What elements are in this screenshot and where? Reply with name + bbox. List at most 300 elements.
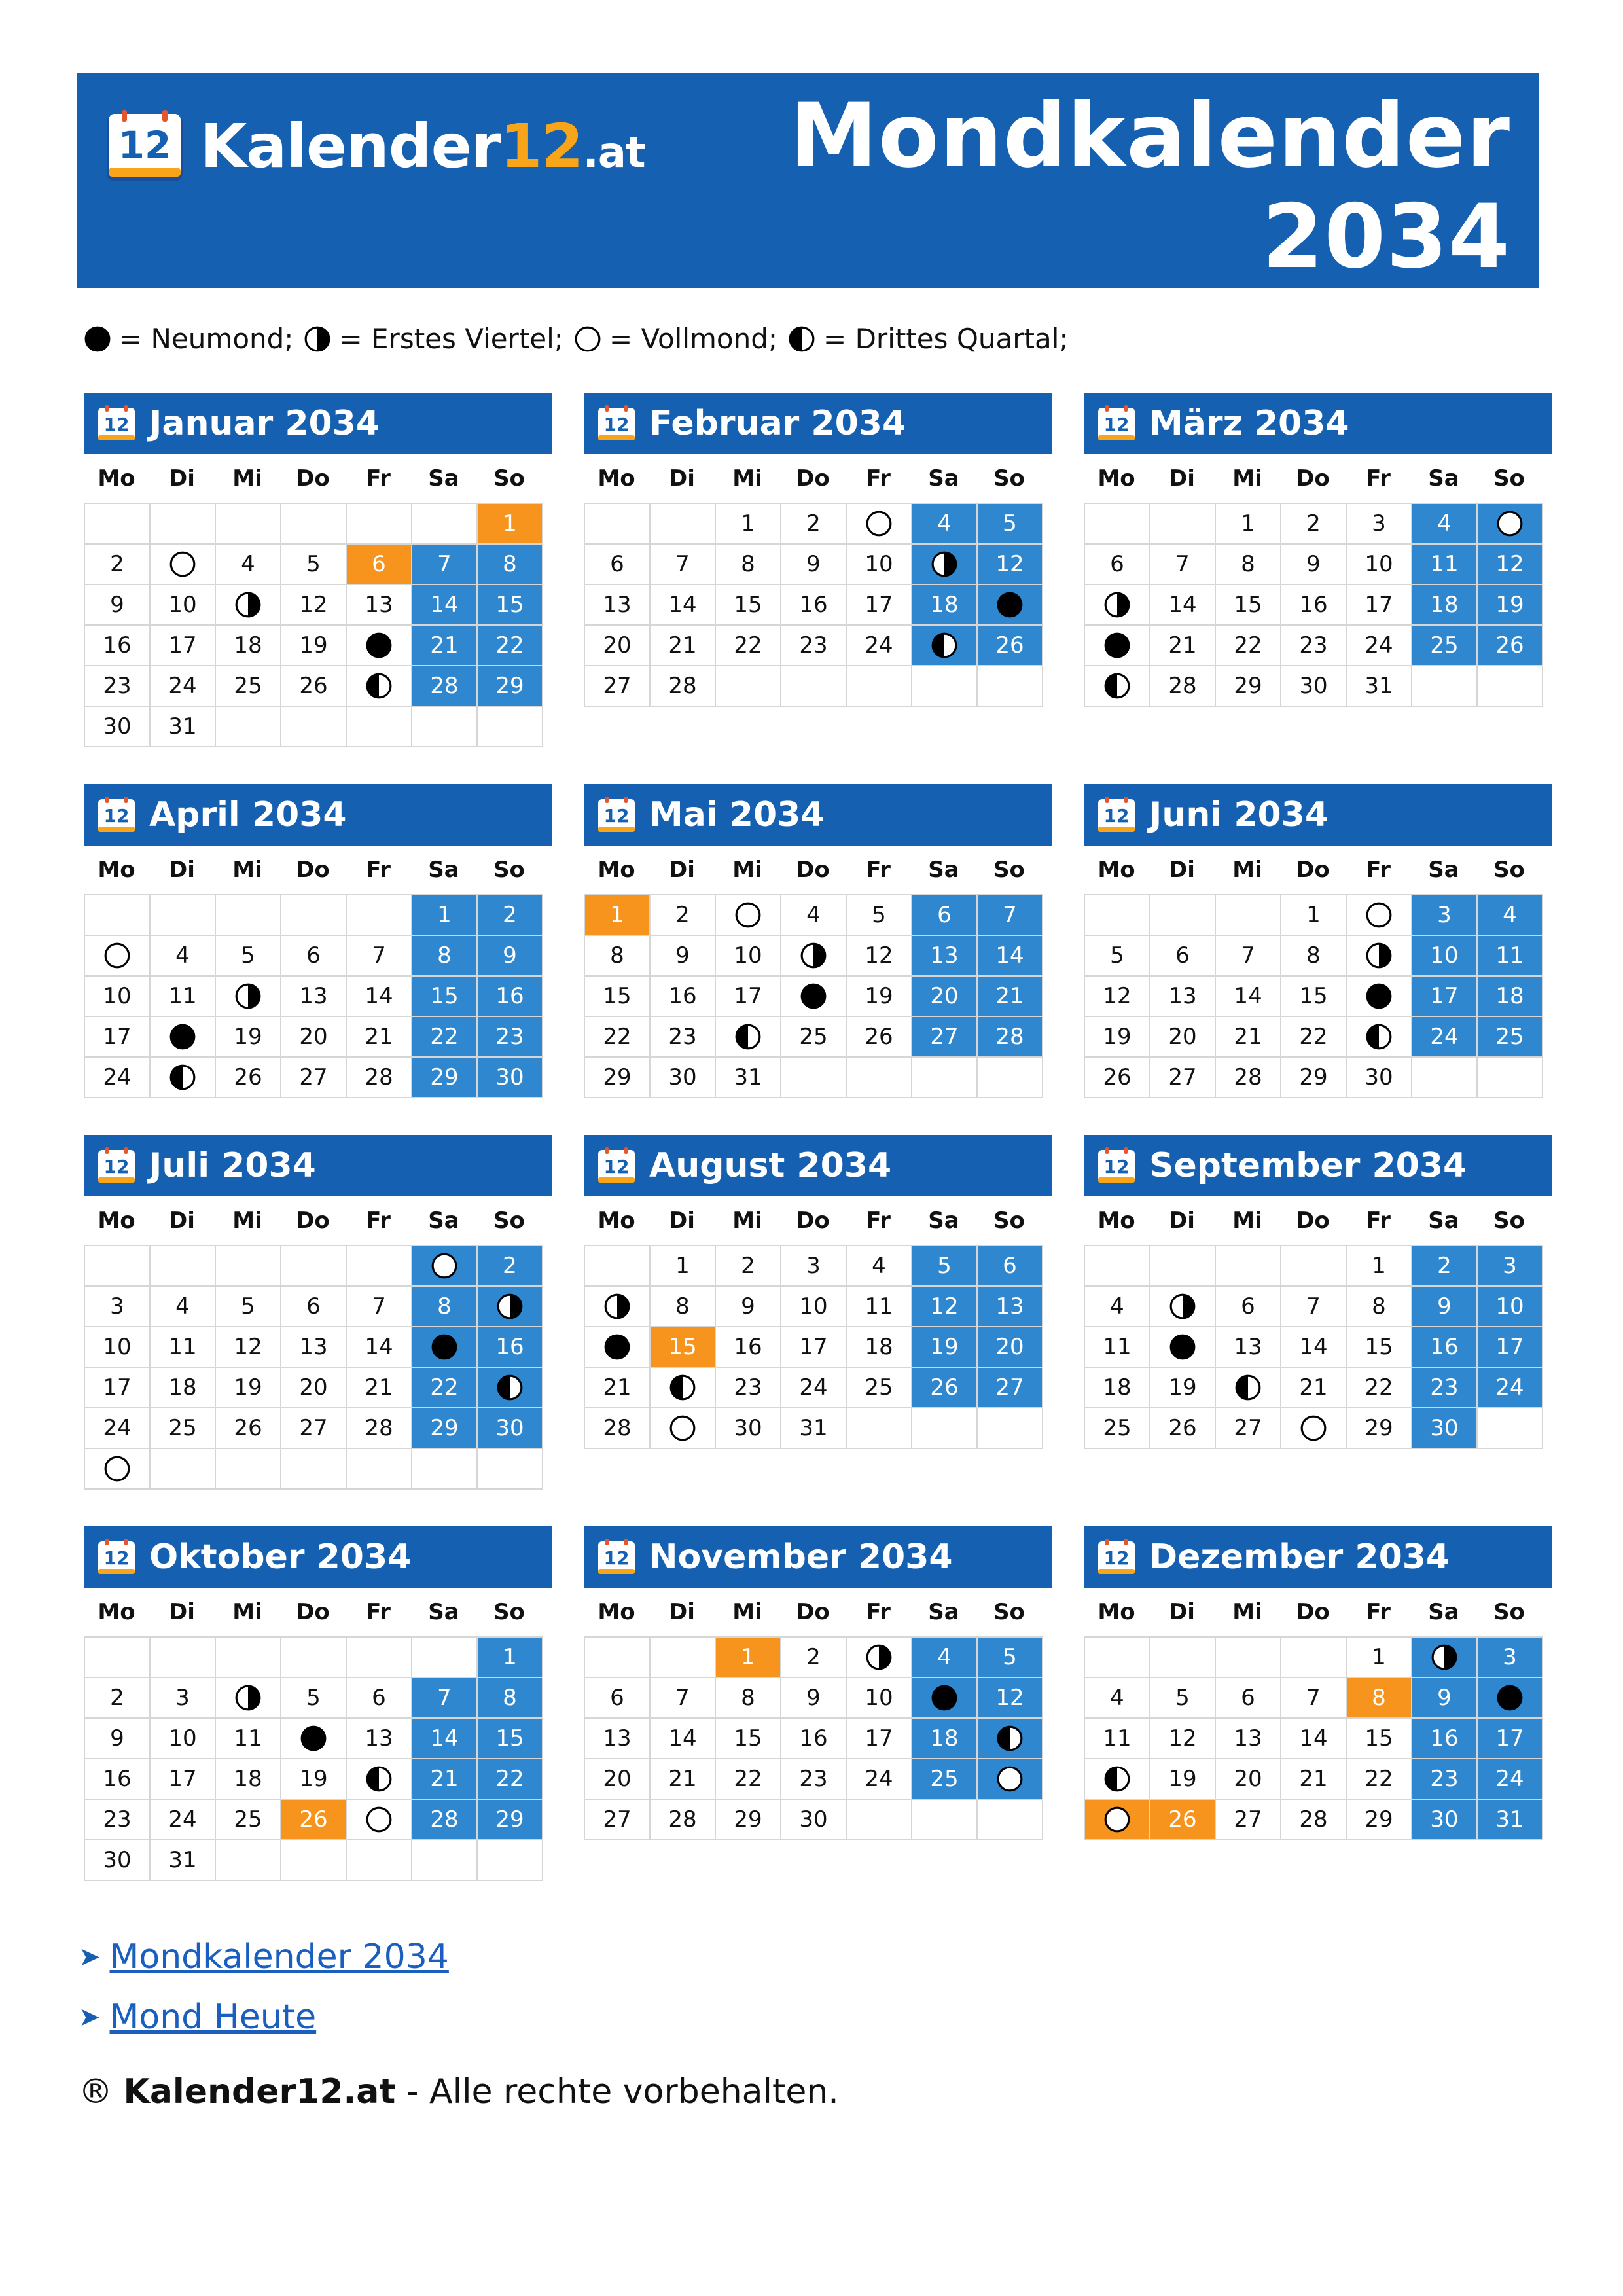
- day-cell: 5: [216, 936, 280, 975]
- month-title: April 2034: [149, 795, 347, 834]
- day-cell: 18: [1412, 585, 1476, 624]
- day-cell: 8: [478, 1678, 542, 1717]
- full-moon-icon: [574, 325, 601, 353]
- day-cell: 14: [651, 1719, 715, 1758]
- weekday-label: Fr: [866, 857, 891, 883]
- link-mondkalender-2034[interactable]: Mondkalender 2034: [109, 1937, 449, 1977]
- weekday-label: Mi: [1232, 465, 1262, 492]
- empty-day-cell: [585, 1638, 649, 1677]
- svg-text:12: 12: [603, 1547, 630, 1569]
- day-cell: 27: [281, 1058, 346, 1097]
- day-cell: 6: [1216, 1287, 1280, 1326]
- day-cell: 18: [216, 626, 280, 665]
- weekday-label: Di: [1169, 465, 1195, 492]
- day-cell: 16: [1281, 585, 1346, 624]
- day-cell: 6: [281, 936, 346, 975]
- copyright-footer: [79, 2072, 839, 2111]
- weekday-label: Do: [796, 857, 830, 883]
- empty-day-cell: [347, 707, 411, 746]
- weekday-label: Mi: [232, 465, 262, 492]
- month-calendar: [84, 1526, 552, 1881]
- svg-text:12: 12: [103, 1547, 130, 1569]
- day-cell: 19: [1478, 585, 1542, 624]
- empty-day-cell: [281, 895, 346, 935]
- weekday-label: Sa: [1428, 857, 1459, 883]
- day-cell: 9: [716, 1287, 780, 1326]
- day-cell: 8: [1281, 936, 1346, 975]
- day-cell: 31: [1478, 1800, 1542, 1839]
- day-cell: [585, 1327, 649, 1367]
- month-title: Dezember 2034: [1149, 1537, 1450, 1577]
- day-cell: [1478, 1678, 1542, 1717]
- day-cell: 17: [1412, 977, 1476, 1016]
- legend-item-new: [84, 319, 293, 359]
- empty-day-cell: [781, 666, 846, 706]
- day-cell: 15: [412, 977, 476, 1016]
- day-cell: 14: [412, 585, 476, 624]
- link-row-mondkalender: [79, 1937, 449, 1977]
- full-moon-icon: [431, 1252, 458, 1280]
- weekday-label: Mo: [597, 1599, 635, 1625]
- day-cell: [1150, 1327, 1215, 1367]
- day-cell: 3: [781, 1246, 846, 1285]
- day-cell: 3: [151, 1678, 215, 1717]
- day-cell: 1: [651, 1246, 715, 1285]
- day-cell: 20: [585, 1759, 649, 1799]
- day-cell: 31: [781, 1408, 846, 1448]
- day-cell: 23: [651, 1017, 715, 1056]
- empty-day-cell: [1216, 895, 1280, 935]
- day-cell: 28: [978, 1017, 1042, 1056]
- empty-day-cell: [412, 1449, 476, 1488]
- day-cell: 26: [847, 1017, 911, 1056]
- day-cell: [1347, 977, 1411, 1016]
- day-cell: [347, 1759, 411, 1799]
- month-header: [84, 393, 552, 454]
- first-quarter-icon: [1103, 591, 1131, 619]
- day-cell: 15: [478, 585, 542, 624]
- day-cell: 5: [978, 504, 1042, 543]
- day-grid: [1084, 1245, 1543, 1449]
- day-cell: 30: [1281, 666, 1346, 706]
- first-quarter-icon: [234, 982, 262, 1010]
- day-cell: 8: [585, 936, 649, 975]
- day-cell: 30: [1412, 1408, 1476, 1448]
- day-cell: 25: [912, 1759, 976, 1799]
- calendar-icon: [97, 797, 136, 833]
- day-cell: 9: [1281, 545, 1346, 584]
- full-moon-icon: [1103, 1806, 1131, 1833]
- day-cell: 25: [847, 1368, 911, 1407]
- empty-day-cell: [1478, 1058, 1542, 1097]
- month-header: [584, 1135, 1052, 1196]
- month-header: [584, 784, 1052, 846]
- weekday-label: So: [1493, 1599, 1525, 1625]
- empty-day-cell: [1281, 1246, 1346, 1285]
- empty-day-cell: [85, 895, 149, 935]
- svg-text:12: 12: [603, 1156, 630, 1177]
- logo-wordmark: Kalender12.at: [200, 111, 645, 181]
- day-cell: 13: [585, 1719, 649, 1758]
- empty-day-cell: [216, 707, 280, 746]
- day-cell: 4: [912, 1638, 976, 1677]
- empty-day-cell: [281, 1449, 346, 1488]
- empty-day-cell: [412, 1638, 476, 1677]
- month-calendar: [84, 784, 552, 1098]
- day-cell: [151, 1017, 215, 1056]
- day-cell: 24: [781, 1368, 846, 1407]
- day-cell: 20: [585, 626, 649, 665]
- day-cell: 21: [1281, 1368, 1346, 1407]
- day-cell: [478, 1368, 542, 1407]
- empty-day-cell: [347, 1638, 411, 1677]
- day-cell: 29: [1281, 1058, 1346, 1097]
- day-cell: [347, 666, 411, 706]
- day-cell: 4: [1085, 1287, 1149, 1326]
- weekday-label: Sa: [1428, 1599, 1459, 1625]
- day-cell: 21: [347, 1017, 411, 1056]
- svg-text:12: 12: [103, 1156, 130, 1177]
- day-grid: [584, 1245, 1043, 1449]
- day-cell: 19: [912, 1327, 976, 1367]
- legend-item-last: [788, 319, 1069, 359]
- day-cell: 19: [281, 626, 346, 665]
- day-cell: [912, 626, 976, 665]
- weekday-header-row: [84, 846, 552, 894]
- day-cell: 2: [478, 895, 542, 935]
- first-quarter-icon: [865, 1643, 893, 1671]
- day-cell: 4: [781, 895, 846, 935]
- day-cell: 4: [216, 545, 280, 584]
- new-moon-icon: [931, 1684, 958, 1712]
- day-cell: 10: [1478, 1287, 1542, 1326]
- empty-day-cell: [151, 1246, 215, 1285]
- weekday-label: Do: [1296, 1599, 1330, 1625]
- day-cell: 23: [1412, 1759, 1476, 1799]
- day-cell: [978, 585, 1042, 624]
- weekday-label: Di: [169, 857, 195, 883]
- empty-day-cell: [151, 1638, 215, 1677]
- day-cell: [1347, 895, 1411, 935]
- weekday-label: Fr: [1366, 1208, 1391, 1234]
- day-cell: [847, 1638, 911, 1677]
- empty-day-cell: [281, 504, 346, 543]
- weekday-label: Mo: [597, 857, 635, 883]
- day-cell: 4: [912, 504, 976, 543]
- day-cell: 6: [347, 545, 411, 584]
- weekday-header-row: [584, 1196, 1052, 1245]
- day-cell: [151, 1058, 215, 1097]
- empty-day-cell: [478, 1449, 542, 1488]
- empty-day-cell: [281, 707, 346, 746]
- full-moon-icon: [103, 942, 131, 969]
- first-quarter-icon: [1431, 1643, 1458, 1671]
- empty-day-cell: [912, 1408, 976, 1448]
- day-cell: 13: [1216, 1327, 1280, 1367]
- day-cell: [585, 1287, 649, 1326]
- full-moon-icon: [169, 550, 196, 578]
- day-cell: 22: [478, 1759, 542, 1799]
- day-cell: 11: [847, 1287, 911, 1326]
- day-cell: 6: [1216, 1678, 1280, 1717]
- weekday-label: Di: [669, 1599, 695, 1625]
- first-quarter-icon: [234, 591, 262, 619]
- day-cell: 8: [1347, 1287, 1411, 1326]
- empty-day-cell: [347, 1840, 411, 1880]
- day-cell: 16: [85, 626, 149, 665]
- empty-day-cell: [85, 1638, 149, 1677]
- day-cell: 15: [1281, 977, 1346, 1016]
- day-cell: 21: [1216, 1017, 1280, 1056]
- day-cell: [1281, 1408, 1346, 1448]
- weekday-label: Do: [296, 857, 330, 883]
- day-cell: 11: [151, 1327, 215, 1367]
- day-cell: 16: [781, 585, 846, 624]
- weekday-label: Di: [669, 857, 695, 883]
- new-moon-icon: [1169, 1333, 1196, 1361]
- day-cell: 15: [651, 1327, 715, 1367]
- day-cell: 29: [716, 1800, 780, 1839]
- day-cell: 7: [651, 1678, 715, 1717]
- day-cell: 11: [1085, 1719, 1149, 1758]
- day-cell: 6: [1150, 936, 1215, 975]
- day-cell: 23: [1281, 626, 1346, 665]
- day-cell: 12: [216, 1327, 280, 1367]
- day-cell: 11: [151, 977, 215, 1016]
- empty-day-cell: [151, 504, 215, 543]
- day-cell: 2: [85, 1678, 149, 1717]
- weekday-label: Mo: [1097, 857, 1135, 883]
- day-cell: 19: [1150, 1759, 1215, 1799]
- weekday-label: Mo: [1097, 1599, 1135, 1625]
- day-cell: 8: [412, 1287, 476, 1326]
- weekday-label: Do: [1296, 465, 1330, 492]
- empty-day-cell: [1281, 1638, 1346, 1677]
- day-cell: 23: [716, 1368, 780, 1407]
- day-cell: 25: [1085, 1408, 1149, 1448]
- svg-text:12: 12: [1103, 414, 1130, 435]
- first-quarter-icon: [1365, 942, 1393, 969]
- day-cell: 2: [781, 504, 846, 543]
- day-cell: 30: [478, 1408, 542, 1448]
- day-cell: 15: [1347, 1719, 1411, 1758]
- day-cell: 8: [1347, 1678, 1411, 1717]
- day-cell: 23: [781, 626, 846, 665]
- empty-day-cell: [151, 1449, 215, 1488]
- empty-day-cell: [478, 707, 542, 746]
- day-cell: 11: [1478, 936, 1542, 975]
- new-moon-icon: [603, 1333, 631, 1361]
- day-cell: 28: [585, 1408, 649, 1448]
- month-header: [1084, 784, 1552, 846]
- last-quarter-icon: [496, 1374, 524, 1401]
- month-calendar: [1084, 393, 1552, 707]
- day-cell: 1: [585, 895, 649, 935]
- empty-day-cell: [585, 504, 649, 543]
- day-cell: 26: [1150, 1800, 1215, 1839]
- day-cell: [216, 977, 280, 1016]
- day-cell: [1150, 1287, 1215, 1326]
- day-cell: 3: [1478, 1246, 1542, 1285]
- new-moon-icon: [169, 1023, 196, 1050]
- day-cell: 14: [1150, 585, 1215, 624]
- day-cell: 22: [716, 626, 780, 665]
- day-cell: 7: [1150, 545, 1215, 584]
- day-grid: [584, 503, 1043, 707]
- day-cell: 24: [1347, 626, 1411, 665]
- empty-day-cell: [912, 1800, 976, 1839]
- last-quarter-icon: [365, 1765, 393, 1793]
- weekday-label: Di: [169, 1208, 195, 1234]
- empty-day-cell: [978, 1058, 1042, 1097]
- full-moon-icon: [1365, 901, 1393, 929]
- day-cell: [85, 1449, 149, 1488]
- day-cell: 8: [651, 1287, 715, 1326]
- day-cell: 28: [347, 1058, 411, 1097]
- day-cell: 24: [1478, 1759, 1542, 1799]
- day-cell: 14: [1281, 1327, 1346, 1367]
- day-cell: 12: [978, 545, 1042, 584]
- weekday-header-row: [84, 1196, 552, 1245]
- empty-day-cell: [1412, 1058, 1476, 1097]
- day-cell: 17: [85, 1017, 149, 1056]
- weekday-label: Sa: [928, 1599, 959, 1625]
- day-cell: 12: [912, 1287, 976, 1326]
- empty-day-cell: [1478, 666, 1542, 706]
- weekday-header-row: [1084, 1196, 1552, 1245]
- day-cell: 17: [847, 585, 911, 624]
- weekday-label: Fr: [366, 857, 391, 883]
- weekday-label: So: [1493, 857, 1525, 883]
- new-moon-icon: [84, 325, 111, 353]
- site-logo[interactable]: [105, 107, 645, 185]
- empty-day-cell: [216, 1246, 280, 1285]
- empty-day-cell: [1150, 504, 1215, 543]
- day-cell: 26: [216, 1408, 280, 1448]
- day-cell: 22: [1216, 626, 1280, 665]
- last-quarter-icon: [996, 1725, 1024, 1752]
- day-cell: 2: [781, 1638, 846, 1677]
- first-quarter-icon: [800, 942, 827, 969]
- month-header: [84, 1135, 552, 1196]
- month-header: [584, 1526, 1052, 1588]
- day-cell: [1085, 1800, 1149, 1839]
- day-cell: 15: [585, 977, 649, 1016]
- empty-day-cell: [585, 1246, 649, 1285]
- day-grid: [84, 503, 543, 747]
- day-cell: 24: [847, 626, 911, 665]
- day-cell: 17: [847, 1719, 911, 1758]
- link-mond-heute[interactable]: Mond Heute: [109, 1998, 317, 2037]
- day-cell: 4: [847, 1246, 911, 1285]
- month-header: [1084, 393, 1552, 454]
- day-cell: 20: [281, 1368, 346, 1407]
- calendar-icon: [597, 1147, 636, 1184]
- day-cell: 24: [151, 1800, 215, 1839]
- day-cell: 7: [347, 936, 411, 975]
- legend-label: = Drittes Quartal;: [823, 323, 1069, 355]
- weekday-header-row: [1084, 846, 1552, 894]
- day-cell: 10: [847, 1678, 911, 1717]
- empty-day-cell: [478, 1840, 542, 1880]
- weekday-label: Do: [296, 1599, 330, 1625]
- month-header: [584, 393, 1052, 454]
- day-cell: 22: [585, 1017, 649, 1056]
- day-cell: 15: [716, 1719, 780, 1758]
- calendar-icon: [597, 797, 636, 833]
- weekday-label: Sa: [1428, 1208, 1459, 1234]
- day-cell: 21: [412, 1759, 476, 1799]
- day-cell: 20: [1216, 1759, 1280, 1799]
- empty-day-cell: [847, 1800, 911, 1839]
- day-grid: [84, 894, 543, 1098]
- weekday-label: Do: [796, 1208, 830, 1234]
- empty-day-cell: [1150, 895, 1215, 935]
- day-cell: 5: [847, 895, 911, 935]
- day-cell: 10: [847, 545, 911, 584]
- day-cell: 21: [651, 626, 715, 665]
- full-moon-icon: [1496, 510, 1524, 537]
- day-cell: 24: [1412, 1017, 1476, 1056]
- day-cell: 26: [1085, 1058, 1149, 1097]
- empty-day-cell: [1412, 666, 1476, 706]
- day-cell: 10: [85, 1327, 149, 1367]
- day-grid: [84, 1636, 543, 1881]
- day-cell: 18: [912, 1719, 976, 1758]
- new-moon-icon: [1103, 632, 1131, 659]
- weekday-label: Sa: [428, 1208, 459, 1234]
- calendar-icon: [1097, 1539, 1136, 1575]
- day-cell: 10: [1347, 545, 1411, 584]
- day-cell: 17: [1347, 585, 1411, 624]
- month-title: August 2034: [649, 1146, 892, 1185]
- title-line-1: Mondkalender: [789, 84, 1510, 187]
- footer-brand: Kalender12.at: [123, 2072, 396, 2111]
- weekday-label: So: [993, 465, 1025, 492]
- weekday-label: So: [493, 1599, 525, 1625]
- day-cell: 28: [1281, 1800, 1346, 1839]
- month-calendar: [84, 393, 552, 747]
- day-cell: 6: [585, 545, 649, 584]
- day-cell: 25: [151, 1408, 215, 1448]
- day-cell: 29: [1216, 666, 1280, 706]
- day-cell: 14: [347, 1327, 411, 1367]
- weekday-label: So: [493, 465, 525, 492]
- day-cell: 28: [651, 1800, 715, 1839]
- day-grid: [1084, 894, 1543, 1098]
- day-cell: 7: [412, 545, 476, 584]
- month-calendar: [584, 1135, 1052, 1449]
- first-quarter-icon: [496, 1293, 524, 1320]
- empty-day-cell: [912, 666, 976, 706]
- empty-day-cell: [781, 1058, 846, 1097]
- empty-day-cell: [651, 1638, 715, 1677]
- day-cell: 29: [1347, 1408, 1411, 1448]
- day-cell: [216, 1678, 280, 1717]
- last-quarter-icon: [1365, 1023, 1393, 1050]
- weekday-label: Di: [1169, 857, 1195, 883]
- day-cell: [651, 1368, 715, 1407]
- weekday-label: Di: [1169, 1208, 1195, 1234]
- day-cell: 14: [1281, 1719, 1346, 1758]
- day-cell: 30: [85, 1840, 149, 1880]
- day-cell: 31: [1347, 666, 1411, 706]
- day-cell: 27: [585, 1800, 649, 1839]
- day-cell: 4: [1478, 895, 1542, 935]
- day-grid: [584, 894, 1043, 1098]
- day-cell: 7: [978, 895, 1042, 935]
- weekday-header-row: [584, 846, 1052, 894]
